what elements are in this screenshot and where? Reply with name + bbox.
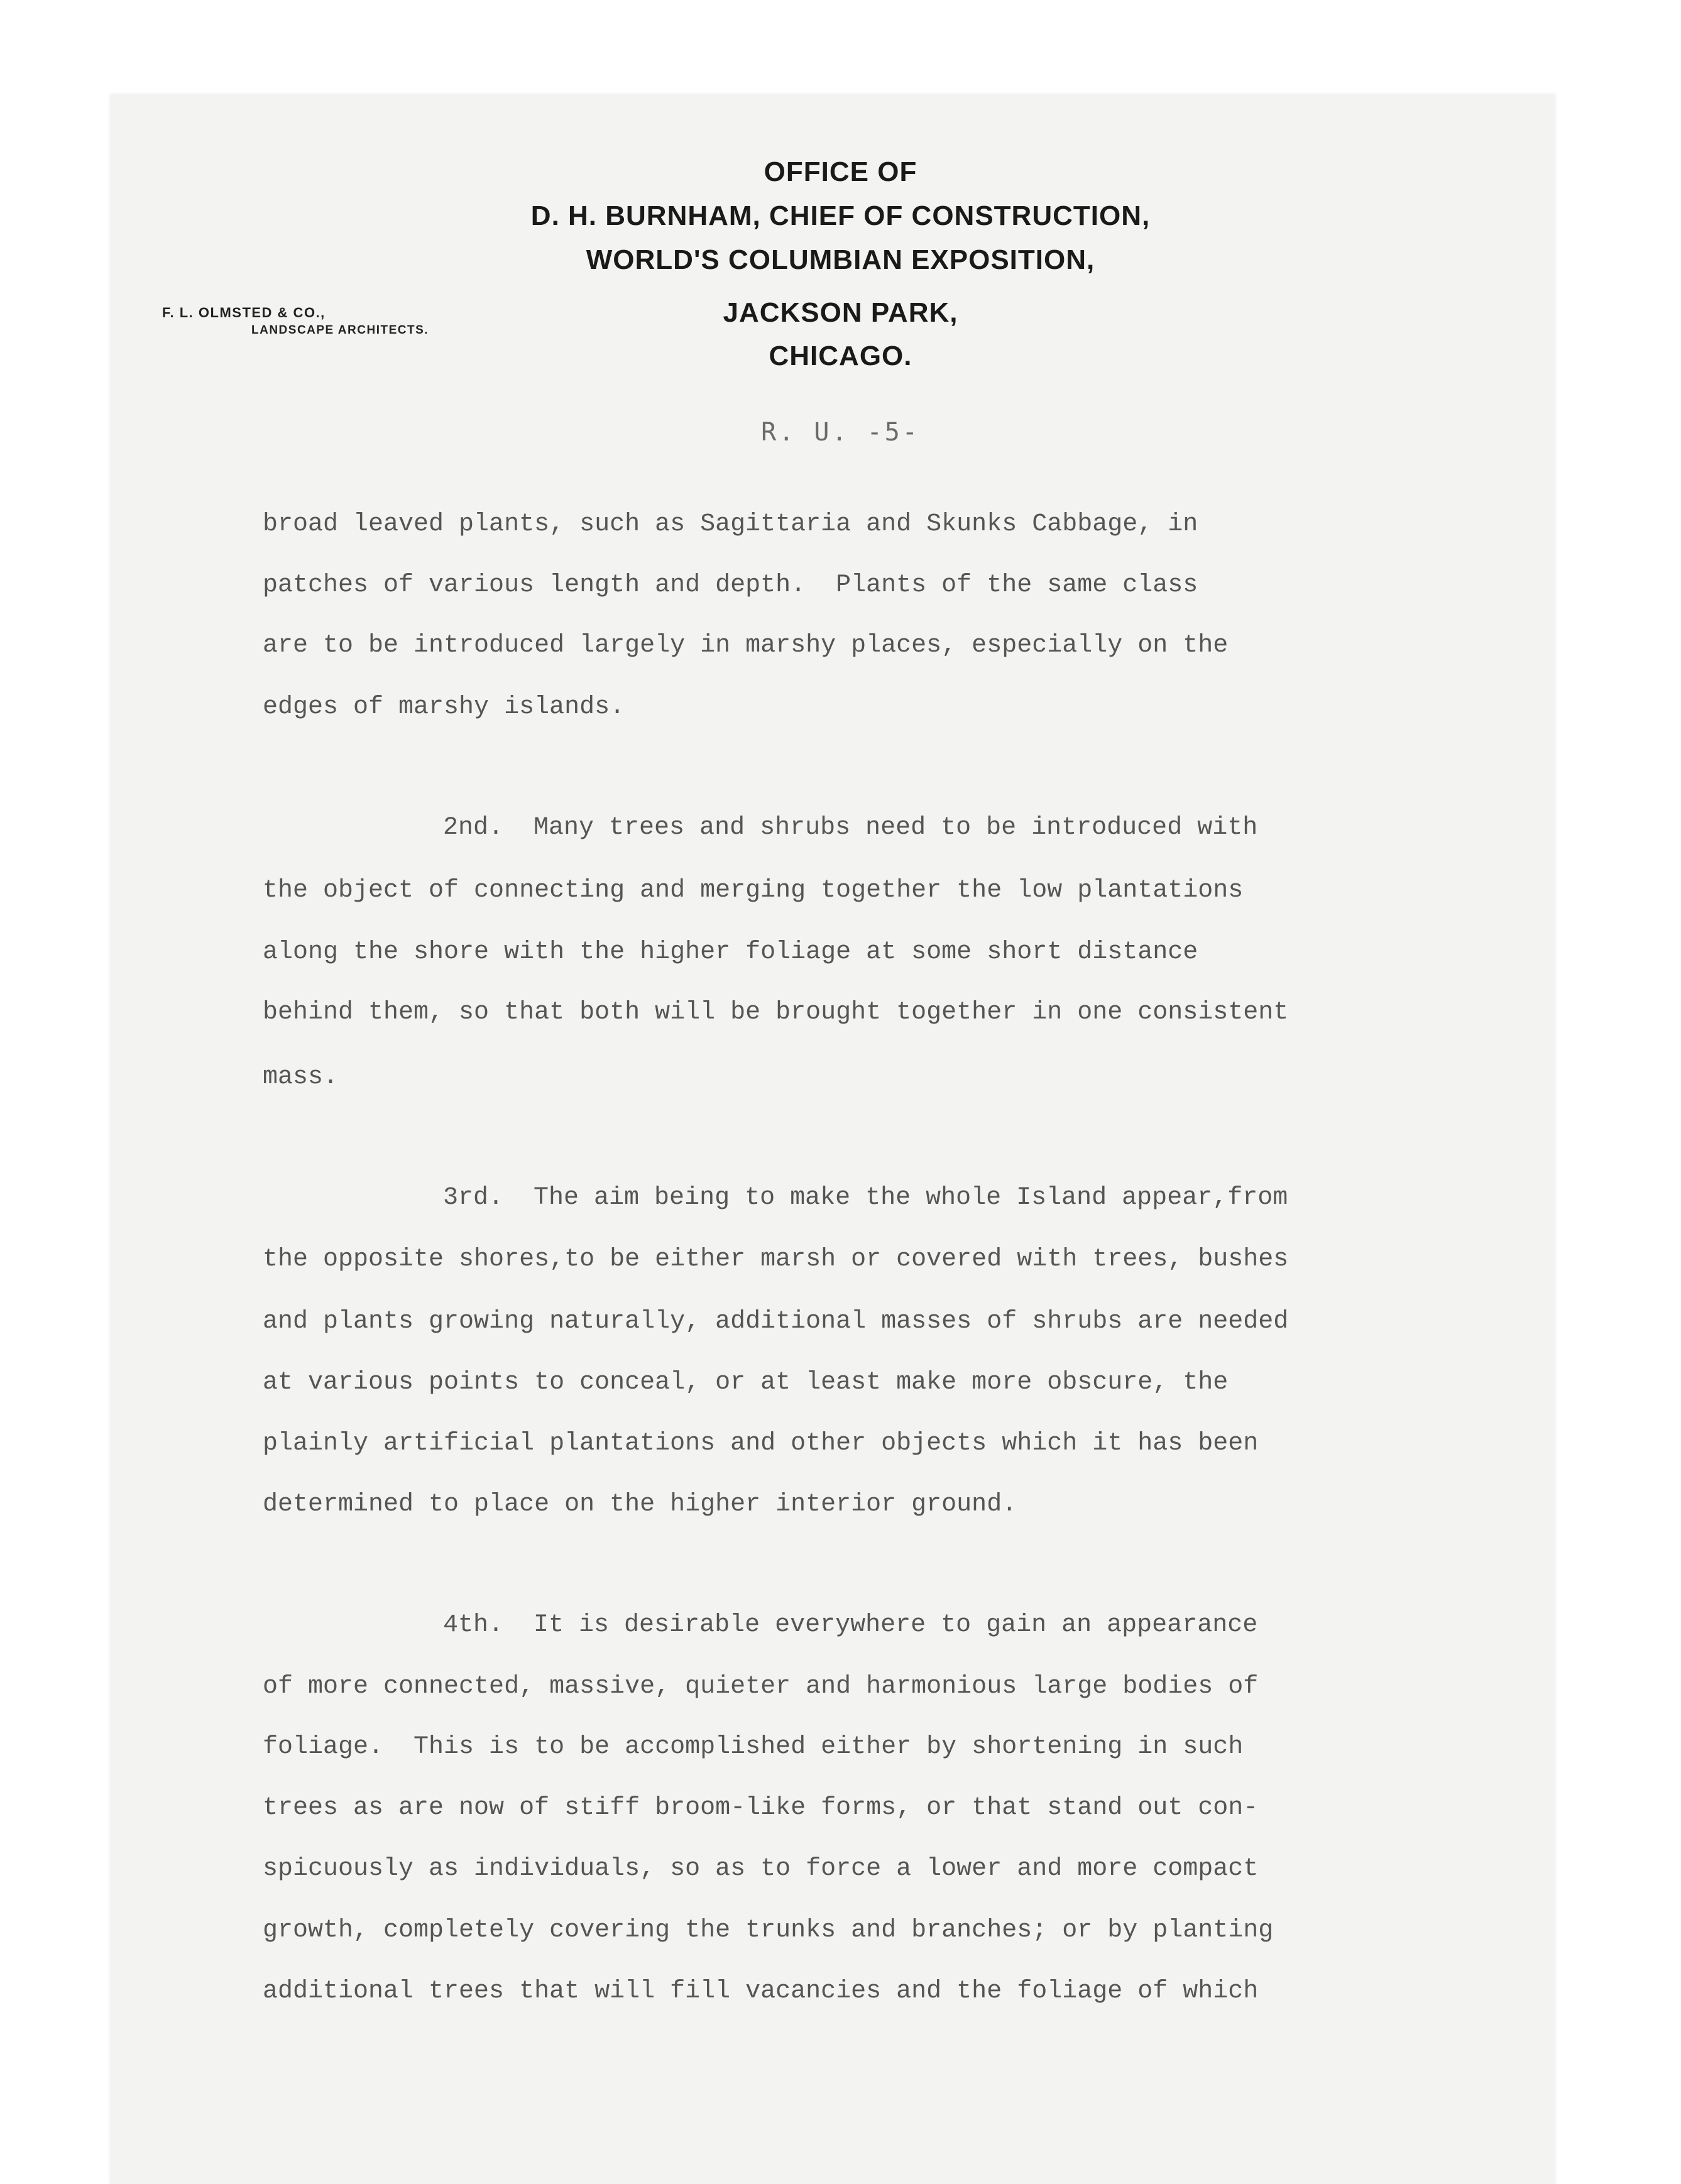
- text-line: are to be introduced largely in marshy places, especially on the: [263, 631, 1229, 660]
- firm-name: F. L. OLMSTED & CO.,: [162, 305, 326, 320]
- text-line: and plants growing naturally, additional masses of shrubs are needed: [263, 1308, 1289, 1336]
- text-line: edges of marshy islands.: [263, 693, 625, 721]
- letterhead-chief: D. H. BURNHAM, CHIEF OF CONSTRUCTION,: [530, 200, 1151, 231]
- text-line: 3rd. The aim being to make the whole Island appear,from: [443, 1184, 1288, 1212]
- text-line: the opposite shores,to be either marsh or covered with trees, bushes: [263, 1245, 1289, 1274]
- text-line: at various points to conceal, or at least make more obscure, the: [263, 1368, 1229, 1397]
- letterhead-city: CHICAGO.: [769, 341, 912, 371]
- text-line: determined to place on the higher interior ground.: [263, 1490, 1017, 1519]
- text-line: 4th. It is desirable everywhere to gain an appearance: [443, 1611, 1258, 1639]
- text-line: the object of connecting and merging together the low plantations: [263, 876, 1244, 905]
- text-line: trees as are now of stiff broom-like forms, or that stand out con-: [263, 1794, 1259, 1822]
- letterhead-park: JACKSON PARK,: [723, 297, 958, 328]
- text-line: foliage. This is to be accomplished either by shortening in such: [263, 1733, 1244, 1761]
- text-line: along the shore with the higher foliage at some short distance: [263, 938, 1198, 966]
- firm-role: LANDSCAPE ARCHITECTS.: [251, 324, 429, 337]
- letterhead-office: OFFICE OF: [764, 156, 917, 187]
- letterhead-exposition: WORLD'S COLUMBIAN EXPOSITION,: [586, 244, 1095, 275]
- text-line: additional trees that will fill vacancies and the foliage of which: [263, 1977, 1259, 2006]
- text-line: spicuously as individuals, so as to force a lower and more compact: [263, 1855, 1259, 1883]
- text-line: patches of various length and depth. Plants of the same class: [263, 571, 1198, 599]
- text-line: of more connected, massive, quieter and harmonious large bodies of: [263, 1673, 1259, 1701]
- text-line: mass.: [263, 1063, 339, 1091]
- page-label: R. U. -5-: [761, 418, 920, 447]
- text-line: broad leaved plants, such as Sagittaria and Skunks Cabbage, in: [263, 510, 1198, 538]
- text-line: plainly artificial plantations and other objects which it has been: [263, 1429, 1259, 1458]
- text-line: 2nd. Many trees and shrubs need to be introduced with: [443, 814, 1258, 842]
- text-line: growth, completely covering the trunks and branches; or by planting: [263, 1916, 1274, 1945]
- text-line: behind them, so that both will be brought together in one consistent: [263, 998, 1289, 1027]
